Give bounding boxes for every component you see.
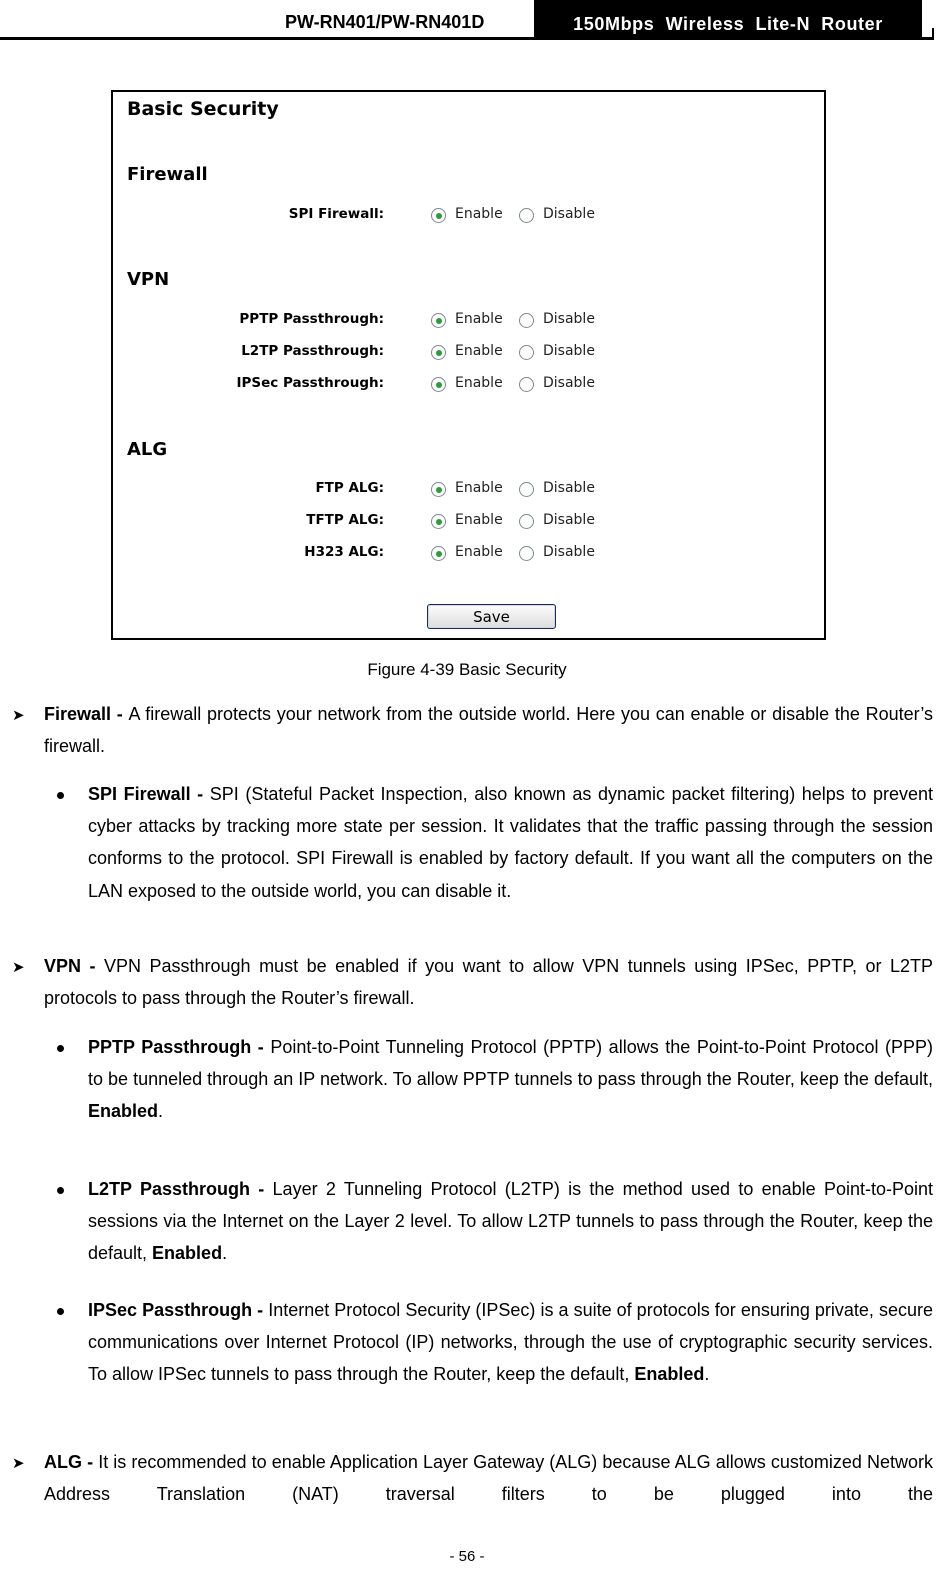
h323-alg-label: H323 ALG: [304, 544, 384, 560]
item-ipsec [88, 1294, 933, 1391]
alg-text: It is recommended to enable Application Layer Gateway (ALG) because ALG allows customized Network Address Translation (NAT) traversal filters to be plugged into the [44, 1452, 933, 1505]
arrow-bullet-icon: ➤ [12, 1455, 25, 1472]
row-tftp-alg [113, 509, 824, 533]
enable-label: Enable [455, 544, 503, 560]
row-ftp-alg [113, 477, 824, 501]
item-vpn [44, 950, 933, 1014]
row-l2tp-passthrough [113, 340, 824, 364]
vpn-text: VPN Passthrough must be enabled if you want to allow VPN tunnels using IPSec, PPTP, or L2TP protocols to pass through the Router’s firewall. [44, 956, 933, 1009]
disable-label: Disable [543, 206, 595, 222]
disable-label: Disable [543, 375, 595, 391]
firewall-text: A firewall protects your network from the outside world. Here you can enable or disable the Router’s firewall. [44, 704, 933, 757]
spi-term: SPI Firewall - [88, 784, 210, 804]
ipsec-enable-radio[interactable] [431, 377, 446, 392]
enable-label: Enable [455, 480, 503, 496]
l2tp-emph: Enabled [152, 1243, 223, 1264]
header-model: PW-RN401/PW-RN401D [285, 12, 485, 32]
row-spi-firewall [113, 203, 824, 227]
dot-bullet-icon [57, 1187, 64, 1194]
figure-caption: Figure 4-39 Basic Security [367, 660, 567, 679]
spi-firewall-label: SPI Firewall: [288, 206, 384, 222]
header-rule [0, 37, 934, 40]
l2tp-enable-radio[interactable] [431, 345, 446, 360]
enable-label: Enable [455, 311, 503, 327]
item-alg [44, 1446, 933, 1510]
row-ipsec-passthrough [113, 372, 824, 396]
section-vpn: VPN [127, 269, 170, 290]
pptp-enable-radio[interactable] [431, 313, 446, 328]
vpn-term: VPN - [44, 956, 104, 976]
tftp-alg-label: TFTP ALG: [306, 512, 384, 528]
item-firewall [44, 698, 933, 762]
l2tp-end: . [222, 1243, 228, 1264]
dot-bullet-icon [57, 1308, 64, 1315]
dot-bullet-icon [57, 792, 64, 799]
l2tp-text: Layer 2 Tunneling Protocol (L2TP) is the method used to enable Point-to-Point sessions via the Internet on the Layer 2 level. To allow L2TP tunnels to pass through the Router, keep the default, [88, 1179, 933, 1264]
firewall-term: Firewall - [44, 704, 129, 724]
section-alg: ALG [127, 439, 168, 460]
enable-label: Enable [455, 343, 503, 359]
h323-alg-enable-radio[interactable] [431, 546, 446, 561]
spi-firewall-disable-radio[interactable] [519, 208, 534, 223]
l2tp-term: L2TP Passthrough - [88, 1179, 273, 1199]
pptp-disable-radio[interactable] [519, 313, 534, 328]
row-pptp-passthrough [113, 308, 824, 332]
l2tp-passthrough-label: L2TP Passthrough: [241, 343, 384, 359]
pptp-passthrough-label: PPTP Passthrough: [239, 311, 384, 327]
tftp-alg-disable-radio[interactable] [519, 514, 534, 529]
panel-title: Basic Security [127, 98, 279, 120]
h323-alg-disable-radio[interactable] [519, 546, 534, 561]
pptp-text: Point-to-Point Tunneling Protocol (PPTP) allows the Point-to-Point Protocol (PPP) to be tunneled through an IP network. To allow PPTP tunnels to pass through the Router, keep the default, [88, 1037, 934, 1090]
ipsec-end: . [704, 1364, 710, 1385]
header-title: 150Mbps Wireless Lite-N Router [534, 0, 922, 37]
dot-bullet-icon [57, 1045, 64, 1052]
spi-firewall-enable-radio[interactable] [431, 208, 446, 223]
ipsec-passthrough-label: IPSec Passthrough: [236, 375, 384, 391]
save-button[interactable]: Save [427, 604, 556, 629]
header-tick [932, 28, 934, 39]
pptp-end: . [158, 1101, 164, 1122]
item-spi-firewall [88, 778, 933, 907]
disable-label: Disable [543, 480, 595, 496]
ipsec-emph: Enabled [634, 1364, 705, 1385]
pptp-term: PPTP Passthrough - [88, 1037, 271, 1057]
l2tp-disable-radio[interactable] [519, 345, 534, 360]
item-pptp [88, 1031, 933, 1128]
section-firewall: Firewall [127, 164, 208, 185]
item-l2tp [88, 1173, 933, 1270]
page-header [0, 0, 948, 40]
disable-label: Disable [543, 544, 595, 560]
basic-security-panel [111, 90, 826, 640]
page-number: - 56 - [449, 1548, 485, 1565]
alg-term: ALG - [44, 1452, 99, 1472]
disable-label: Disable [543, 311, 595, 327]
pptp-emph: Enabled [88, 1101, 159, 1122]
ipsec-disable-radio[interactable] [519, 377, 534, 392]
disable-label: Disable [543, 512, 595, 528]
enable-label: Enable [455, 375, 503, 391]
tftp-alg-enable-radio[interactable] [431, 514, 446, 529]
row-h323-alg [113, 541, 824, 565]
ipsec-term: IPSec Passthrough - [88, 1300, 269, 1320]
ipsec-text: Internet Protocol Security (IPSec) is a suite of protocols for ensuring private, secure communications over Internet Protocol (IP) networks, through the use of cryptographic security services. To allow IPSec tunnels to pass through the Router, keep the default, [88, 1300, 934, 1385]
enable-label: Enable [455, 206, 503, 222]
arrow-bullet-icon: ➤ [12, 707, 25, 724]
enable-label: Enable [455, 512, 503, 528]
disable-label: Disable [543, 343, 595, 359]
spi-text: SPI (Stateful Packet Inspection, also known as dynamic packet filtering) helps to prevent cyber attacks by tracking more state per session. It validates that the traffic passing through the session conforms to the protocol. SPI Firewall is enabled by factory default. If you want all the computers on the LAN exposed to the outside world, you can disable it. [88, 784, 933, 901]
arrow-bullet-icon: ➤ [12, 959, 25, 976]
ftp-alg-label: FTP ALG: [315, 480, 384, 496]
ftp-alg-enable-radio[interactable] [431, 482, 446, 497]
ftp-alg-disable-radio[interactable] [519, 482, 534, 497]
